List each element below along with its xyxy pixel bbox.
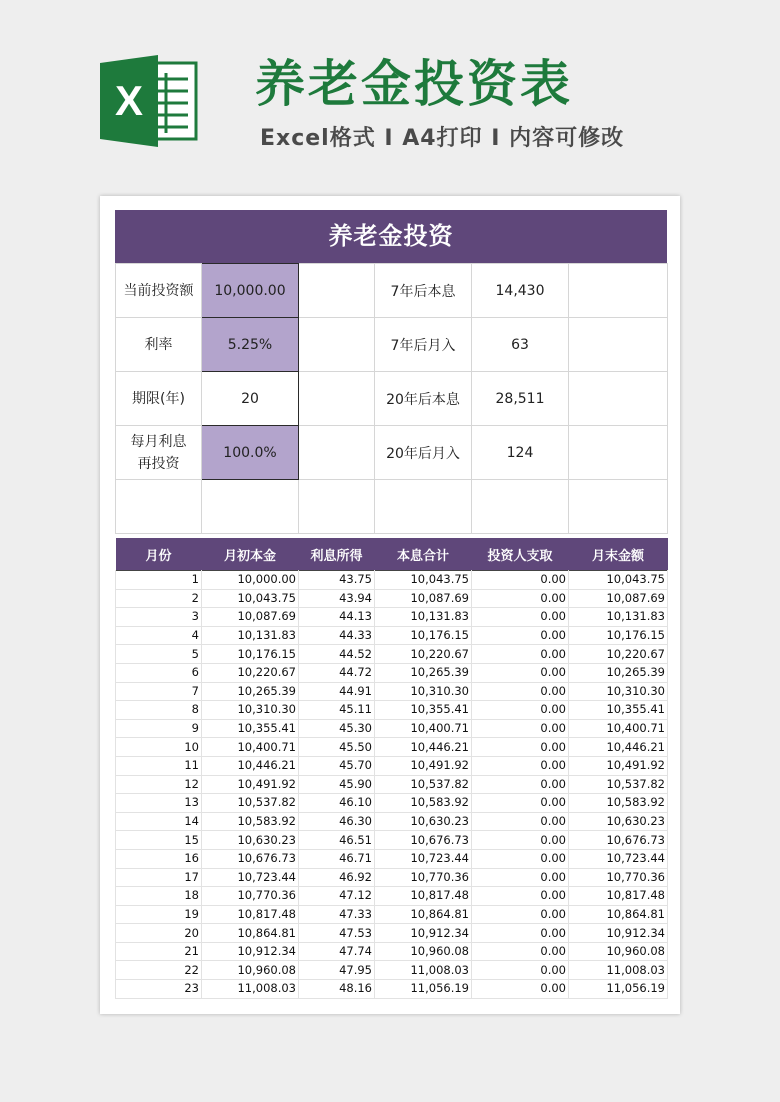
table-cell[interactable]: 16 [116, 849, 202, 868]
table-cell[interactable]: 0.00 [472, 942, 569, 961]
table-cell[interactable]: 10,630.23 [375, 812, 472, 831]
table-row [116, 980, 668, 999]
column-header: 月份 [116, 538, 202, 571]
table-cell[interactable]: 10,583.92 [202, 812, 299, 831]
table-cell[interactable]: 10,310.30 [375, 682, 472, 701]
column-header: 投资人支取 [472, 538, 569, 571]
page-subtitle: Excel格式 I A4打印 I 内容可修改 [260, 126, 625, 151]
table-cell[interactable]: 10,176.15 [569, 626, 668, 645]
table-cell[interactable]: 10,864.81 [202, 924, 299, 943]
table-row [116, 868, 668, 887]
empty-cell[interactable] [299, 318, 375, 372]
table-row [116, 775, 668, 794]
table-row [116, 831, 668, 850]
table-cell[interactable]: 0.00 [472, 794, 569, 813]
table-cell[interactable]: 0.00 [472, 701, 569, 720]
summary-label: 当前投资额 [116, 264, 202, 318]
table-header-row [116, 538, 668, 571]
table-cell[interactable]: 11,056.19 [375, 980, 472, 999]
table-cell[interactable]: 0.00 [472, 849, 569, 868]
table-cell[interactable]: 0.00 [472, 645, 569, 664]
table-cell[interactable]: 47.53 [299, 924, 375, 943]
result-label: 7年后本息 [375, 264, 472, 318]
table-cell[interactable]: 44.13 [299, 608, 375, 627]
result-label: 20年后本息 [375, 372, 472, 426]
page-title: 养老金投资表 [255, 55, 573, 113]
table-cell[interactable]: 44.91 [299, 682, 375, 701]
table-cell[interactable]: 21 [116, 942, 202, 961]
table-cell[interactable]: 10,817.48 [202, 905, 299, 924]
table-cell[interactable]: 10,960.08 [569, 942, 668, 961]
table-cell[interactable]: 10,043.75 [202, 589, 299, 608]
table-cell[interactable]: 43.94 [299, 589, 375, 608]
table-cell[interactable]: 10,265.39 [375, 663, 472, 682]
table-cell[interactable]: 10,770.36 [375, 868, 472, 887]
table-cell[interactable]: 10,355.41 [375, 701, 472, 720]
table-cell[interactable]: 45.50 [299, 738, 375, 757]
table-cell[interactable]: 10,723.44 [202, 868, 299, 887]
table-cell[interactable]: 45.30 [299, 719, 375, 738]
table-cell[interactable]: 0.00 [472, 924, 569, 943]
table-row [116, 849, 668, 868]
table-cell[interactable]: 0.00 [472, 812, 569, 831]
empty-cell[interactable] [569, 318, 668, 372]
table-cell[interactable]: 10,400.71 [375, 719, 472, 738]
table-cell[interactable]: 10,000.00 [202, 571, 299, 590]
table-cell[interactable]: 0.00 [472, 961, 569, 980]
table-row [116, 905, 668, 924]
table-cell[interactable]: 10,537.82 [375, 775, 472, 794]
table-row [116, 887, 668, 906]
table-cell[interactable]: 8 [116, 701, 202, 720]
table-cell[interactable]: 10,491.92 [569, 756, 668, 775]
table-cell[interactable]: 10,723.44 [375, 849, 472, 868]
table-cell[interactable]: 46.10 [299, 794, 375, 813]
result-label: 20年后月入 [375, 426, 472, 480]
table-cell[interactable]: 11,008.03 [375, 961, 472, 980]
monthly-table [115, 538, 668, 999]
table-cell[interactable]: 43.75 [299, 571, 375, 590]
table-cell[interactable]: 11,008.03 [202, 980, 299, 999]
result-value[interactable]: 28,511 [472, 372, 569, 426]
input-cell-reinvest[interactable]: 100.0% [202, 426, 299, 480]
table-cell[interactable]: 10,537.82 [569, 775, 668, 794]
empty-cell[interactable] [299, 264, 375, 318]
table-row [116, 738, 668, 757]
table-cell[interactable]: 0.00 [472, 775, 569, 794]
table-cell[interactable]: 10,583.92 [569, 794, 668, 813]
table-cell[interactable]: 10 [116, 738, 202, 757]
table-row [116, 571, 668, 590]
table-cell[interactable]: 10,087.69 [375, 589, 472, 608]
table-cell[interactable]: 0.00 [472, 905, 569, 924]
table-row [116, 756, 668, 775]
table-cell[interactable]: 1 [116, 571, 202, 590]
table-cell[interactable]: 11,056.19 [569, 980, 668, 999]
table-cell[interactable]: 10,265.39 [569, 663, 668, 682]
table-cell[interactable]: 5 [116, 645, 202, 664]
table-cell[interactable]: 10,400.71 [202, 738, 299, 757]
empty-cell[interactable] [202, 480, 299, 534]
table-row [116, 663, 668, 682]
table-cell[interactable]: 44.72 [299, 663, 375, 682]
table-row [116, 942, 668, 961]
table-cell[interactable]: 0.00 [472, 756, 569, 775]
table-cell[interactable]: 10,676.73 [569, 831, 668, 850]
excel-logo-icon [100, 55, 200, 147]
table-cell[interactable]: 0.00 [472, 738, 569, 757]
table-cell[interactable]: 0.00 [472, 831, 569, 850]
table-row [116, 812, 668, 831]
table-cell[interactable]: 10,960.08 [202, 961, 299, 980]
summary-row-empty [116, 480, 668, 534]
column-header: 利息所得 [299, 538, 375, 571]
table-cell[interactable]: 10,676.73 [202, 849, 299, 868]
table-cell[interactable]: 10,131.83 [202, 626, 299, 645]
table-row [116, 682, 668, 701]
table-cell[interactable]: 10,043.75 [375, 571, 472, 590]
table-cell[interactable]: 0.00 [472, 887, 569, 906]
result-value[interactable]: 14,430 [472, 264, 569, 318]
empty-cell[interactable] [299, 372, 375, 426]
table-row [116, 794, 668, 813]
table-cell[interactable]: 10,630.23 [569, 812, 668, 831]
summary-row [116, 426, 668, 480]
table-cell[interactable]: 10,087.69 [569, 589, 668, 608]
table-cell[interactable]: 10,310.30 [569, 682, 668, 701]
table-cell[interactable]: 20 [116, 924, 202, 943]
table-cell[interactable]: 10,176.15 [375, 626, 472, 645]
table-cell[interactable]: 10,220.67 [569, 645, 668, 664]
table-cell[interactable]: 47.12 [299, 887, 375, 906]
summary-label: 期限(年) [116, 372, 202, 426]
summary-row [116, 264, 668, 318]
table-cell[interactable]: 11,008.03 [569, 961, 668, 980]
table-cell[interactable]: 0.00 [472, 589, 569, 608]
table-cell[interactable]: 22 [116, 961, 202, 980]
empty-cell[interactable] [569, 372, 668, 426]
table-cell[interactable]: 47.95 [299, 961, 375, 980]
empty-cell[interactable] [569, 426, 668, 480]
table-cell[interactable]: 45.70 [299, 756, 375, 775]
table-cell[interactable]: 10,583.92 [375, 794, 472, 813]
summary-label: 利率 [116, 318, 202, 372]
table-cell[interactable]: 10,770.36 [569, 868, 668, 887]
table-cell[interactable]: 46.71 [299, 849, 375, 868]
table-cell[interactable]: 10,912.34 [375, 924, 472, 943]
table-cell[interactable]: 13 [116, 794, 202, 813]
spreadsheet-page [100, 196, 680, 1014]
table-cell[interactable]: 10,355.41 [202, 719, 299, 738]
summary-table [115, 263, 668, 534]
table-cell[interactable]: 10,043.75 [569, 571, 668, 590]
result-label: 7年后月入 [375, 318, 472, 372]
empty-cell[interactable] [472, 480, 569, 534]
table-cell[interactable]: 10,864.81 [569, 905, 668, 924]
table-cell[interactable]: 10,491.92 [375, 756, 472, 775]
table-cell[interactable]: 10,131.83 [569, 608, 668, 627]
input-cell-investment[interactable]: 10,000.00 [202, 264, 299, 318]
result-value[interactable]: 124 [472, 426, 569, 480]
empty-cell[interactable] [569, 264, 668, 318]
table-cell[interactable]: 9 [116, 719, 202, 738]
table-cell[interactable]: 14 [116, 812, 202, 831]
table-cell[interactable]: 10,400.71 [569, 719, 668, 738]
table-cell[interactable]: 10,864.81 [375, 905, 472, 924]
table-cell[interactable]: 44.52 [299, 645, 375, 664]
logo-letter: X [114, 77, 144, 124]
banner [0, 0, 780, 200]
summary-row [116, 372, 668, 426]
table-cell[interactable]: 2 [116, 589, 202, 608]
table-cell[interactable]: 45.90 [299, 775, 375, 794]
table-cell[interactable]: 10,491.92 [202, 775, 299, 794]
table-cell[interactable]: 11 [116, 756, 202, 775]
table-cell[interactable]: 23 [116, 980, 202, 999]
table-cell[interactable]: 48.16 [299, 980, 375, 999]
table-cell[interactable]: 6 [116, 663, 202, 682]
table-cell[interactable]: 10,446.21 [569, 738, 668, 757]
table-cell[interactable]: 0.00 [472, 608, 569, 627]
empty-cell[interactable] [569, 480, 668, 534]
table-cell[interactable]: 10,723.44 [569, 849, 668, 868]
table-cell[interactable]: 44.33 [299, 626, 375, 645]
summary-row [116, 318, 668, 372]
table-cell[interactable]: 45.11 [299, 701, 375, 720]
table-cell[interactable]: 10,131.83 [375, 608, 472, 627]
empty-cell[interactable] [116, 480, 202, 534]
column-header: 月初本金 [202, 538, 299, 571]
table-row [116, 645, 668, 664]
table-cell[interactable]: 10,537.82 [202, 794, 299, 813]
table-cell[interactable]: 0.00 [472, 719, 569, 738]
table-row [116, 608, 668, 627]
result-value[interactable]: 63 [472, 318, 569, 372]
table-row [116, 589, 668, 608]
table-cell[interactable]: 10,220.67 [202, 663, 299, 682]
table-cell[interactable]: 10,355.41 [569, 701, 668, 720]
table-cell[interactable]: 10,176.15 [202, 645, 299, 664]
table-cell[interactable]: 0.00 [472, 663, 569, 682]
table-row [116, 701, 668, 720]
column-header: 本息合计 [375, 538, 472, 571]
table-cell[interactable]: 47.33 [299, 905, 375, 924]
table-cell[interactable]: 17 [116, 868, 202, 887]
table-row [116, 924, 668, 943]
table-cell[interactable]: 46.92 [299, 868, 375, 887]
table-cell[interactable]: 10,912.34 [569, 924, 668, 943]
column-header: 月末金额 [569, 538, 668, 571]
table-cell[interactable]: 0.00 [472, 571, 569, 590]
table-cell[interactable]: 10,960.08 [375, 942, 472, 961]
table-cell[interactable]: 0.00 [472, 626, 569, 645]
table-row [116, 626, 668, 645]
table-cell[interactable]: 10,446.21 [202, 756, 299, 775]
table-cell[interactable]: 10,265.39 [202, 682, 299, 701]
table-cell[interactable]: 10,676.73 [375, 831, 472, 850]
input-cell-rate[interactable]: 5.25% [202, 318, 299, 372]
table-cell[interactable]: 4 [116, 626, 202, 645]
table-cell[interactable]: 10,912.34 [202, 942, 299, 961]
table-cell[interactable]: 10,087.69 [202, 608, 299, 627]
table-cell[interactable]: 0.00 [472, 868, 569, 887]
table-cell[interactable]: 10,310.30 [202, 701, 299, 720]
table-row [116, 961, 668, 980]
table-cell[interactable]: 3 [116, 608, 202, 627]
empty-cell[interactable] [375, 480, 472, 534]
table-cell[interactable]: 10,817.48 [569, 887, 668, 906]
table-cell[interactable]: 10,630.23 [202, 831, 299, 850]
table-cell[interactable]: 10,770.36 [202, 887, 299, 906]
sheet-title: 养老金投资 [115, 210, 667, 263]
table-cell[interactable]: 0.00 [472, 980, 569, 999]
table-cell[interactable]: 10,220.67 [375, 645, 472, 664]
table-cell[interactable]: 46.51 [299, 831, 375, 850]
table-row [116, 719, 668, 738]
table-cell[interactable]: 12 [116, 775, 202, 794]
table-cell[interactable]: 7 [116, 682, 202, 701]
summary-label: 每月利息再投资 [116, 426, 202, 480]
table-cell[interactable]: 18 [116, 887, 202, 906]
table-cell[interactable]: 0.00 [472, 682, 569, 701]
table-cell[interactable]: 46.30 [299, 812, 375, 831]
table-cell[interactable]: 47.74 [299, 942, 375, 961]
input-cell-term[interactable]: 20 [202, 372, 299, 426]
empty-cell[interactable] [299, 480, 375, 534]
table-cell[interactable]: 10,446.21 [375, 738, 472, 757]
empty-cell[interactable] [299, 426, 375, 480]
table-cell[interactable]: 10,817.48 [375, 887, 472, 906]
table-cell[interactable]: 15 [116, 831, 202, 850]
table-cell[interactable]: 19 [116, 905, 202, 924]
